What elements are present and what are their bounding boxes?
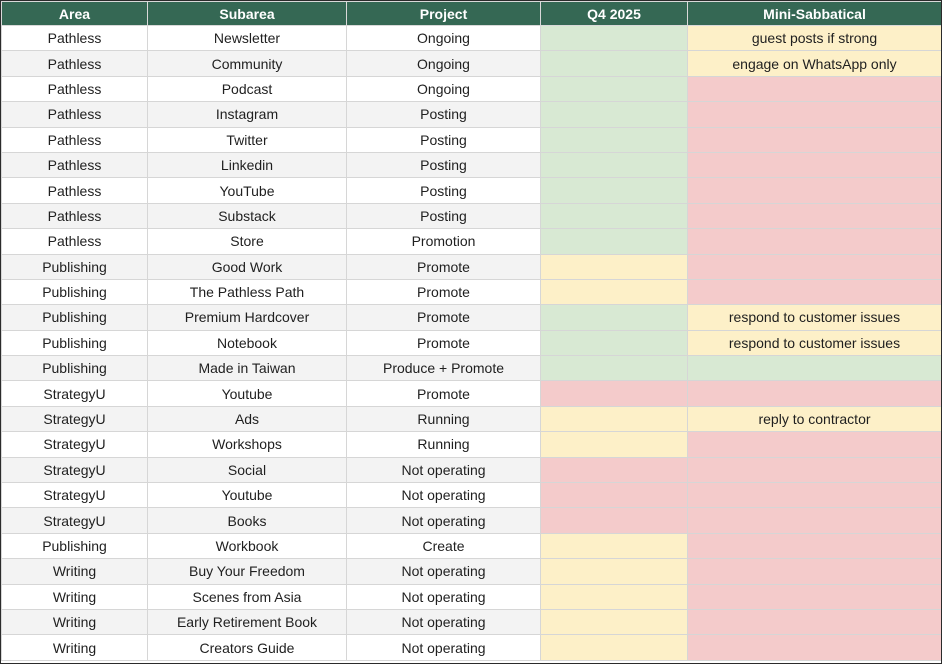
cell-subarea[interactable]: Books xyxy=(148,508,347,533)
table-row xyxy=(2,635,942,660)
table-row xyxy=(2,51,942,76)
cell-subarea[interactable]: Made in Taiwan xyxy=(148,356,347,381)
cell-subarea[interactable]: Linkedin xyxy=(148,152,347,177)
table-row xyxy=(2,279,942,304)
cell-area[interactable]: Publishing xyxy=(2,305,148,330)
cell-q4-2025-status[interactable] xyxy=(541,609,688,634)
cell-area[interactable]: StrategyU xyxy=(2,406,148,431)
cell-subarea[interactable]: Notebook xyxy=(148,330,347,355)
cell-area[interactable]: Publishing xyxy=(2,254,148,279)
cell-mini-sabbatical-status[interactable] xyxy=(688,483,942,508)
cell-area[interactable]: StrategyU xyxy=(2,432,148,457)
cell-subarea[interactable]: YouTube xyxy=(148,178,347,203)
cell-area[interactable]: Writing xyxy=(2,584,148,609)
cell-project[interactable]: Not operating xyxy=(347,635,541,660)
cell-q4-2025-status[interactable] xyxy=(541,356,688,381)
cell-mini-sabbatical-status[interactable] xyxy=(688,533,942,558)
column-header-q4-2025[interactable]: Q4 2025 xyxy=(541,2,688,26)
cell-area[interactable]: Writing xyxy=(2,609,148,634)
table-row xyxy=(2,609,942,634)
cell-subarea[interactable]: Early Retirement Book xyxy=(148,609,347,634)
cell-project[interactable]: Ongoing xyxy=(347,26,541,51)
column-header-mini-sabbatical[interactable]: Mini-Sabbatical xyxy=(688,2,942,26)
cell-area[interactable]: StrategyU xyxy=(2,508,148,533)
cell-area[interactable]: Publishing xyxy=(2,279,148,304)
cell-q4-2025-status[interactable] xyxy=(541,483,688,508)
cell-q4-2025-status[interactable] xyxy=(541,559,688,584)
cell-project[interactable]: Not operating xyxy=(347,483,541,508)
cell-mini-sabbatical-status[interactable]: respond to customer issues xyxy=(688,305,942,330)
cell-project[interactable]: Posting xyxy=(347,203,541,228)
cell-q4-2025-status[interactable] xyxy=(541,381,688,406)
cell-q4-2025-status[interactable] xyxy=(541,635,688,660)
cell-project[interactable]: Not operating xyxy=(347,609,541,634)
cell-subarea[interactable]: Youtube xyxy=(148,483,347,508)
cell-mini-sabbatical-status[interactable] xyxy=(688,127,942,152)
cell-q4-2025-status[interactable] xyxy=(541,127,688,152)
cell-subarea[interactable]: Social xyxy=(148,457,347,482)
cell-project[interactable]: Running xyxy=(347,432,541,457)
cell-area[interactable]: Pathless xyxy=(2,178,148,203)
table-row xyxy=(2,102,942,127)
cell-area[interactable]: Pathless xyxy=(2,127,148,152)
table-row xyxy=(2,584,942,609)
cell-mini-sabbatical-status[interactable] xyxy=(688,584,942,609)
cell-mini-sabbatical-status[interactable] xyxy=(688,457,942,482)
table-row xyxy=(2,305,942,330)
cell-project[interactable]: Create xyxy=(347,533,541,558)
cell-project[interactable]: Promotion xyxy=(347,229,541,254)
table-row xyxy=(2,381,942,406)
cell-area[interactable]: Pathless xyxy=(2,51,148,76)
cell-subarea[interactable]: Community xyxy=(148,51,347,76)
cell-mini-sabbatical-status[interactable] xyxy=(688,229,942,254)
cell-q4-2025-status[interactable] xyxy=(541,254,688,279)
cell-area[interactable]: Pathless xyxy=(2,152,148,177)
cell-mini-sabbatical-status[interactable]: respond to customer issues xyxy=(688,330,942,355)
cell-area[interactable]: Pathless xyxy=(2,76,148,101)
cell-q4-2025-status[interactable] xyxy=(541,102,688,127)
cell-project[interactable]: Promote xyxy=(347,279,541,304)
cell-project[interactable]: Ongoing xyxy=(347,76,541,101)
cell-q4-2025-status[interactable] xyxy=(541,533,688,558)
cell-project[interactable]: Produce + Promote xyxy=(347,356,541,381)
cell-mini-sabbatical-status[interactable] xyxy=(688,178,942,203)
cell-area[interactable]: Publishing xyxy=(2,356,148,381)
cell-project[interactable]: Promote xyxy=(347,330,541,355)
cell-area[interactable]: StrategyU xyxy=(2,483,148,508)
cell-area[interactable]: Publishing xyxy=(2,330,148,355)
status-table xyxy=(1,1,942,661)
cell-q4-2025-status[interactable] xyxy=(541,406,688,431)
cell-area[interactable]: Pathless xyxy=(2,102,148,127)
table-row xyxy=(2,26,942,51)
cell-mini-sabbatical-status[interactable] xyxy=(688,254,942,279)
cell-q4-2025-status[interactable] xyxy=(541,203,688,228)
cell-area[interactable]: StrategyU xyxy=(2,381,148,406)
cell-subarea[interactable]: Ads xyxy=(148,406,347,431)
cell-area[interactable]: Pathless xyxy=(2,26,148,51)
cell-subarea[interactable]: Scenes from Asia xyxy=(148,584,347,609)
column-header-project[interactable]: Project xyxy=(347,2,541,26)
cell-subarea[interactable]: Good Work xyxy=(148,254,347,279)
cell-area[interactable]: StrategyU xyxy=(2,457,148,482)
cell-q4-2025-status[interactable] xyxy=(541,26,688,51)
cell-q4-2025-status[interactable] xyxy=(541,457,688,482)
cell-mini-sabbatical-status[interactable] xyxy=(688,102,942,127)
cell-q4-2025-status[interactable] xyxy=(541,305,688,330)
cell-project[interactable]: Posting xyxy=(347,152,541,177)
cell-mini-sabbatical-status[interactable] xyxy=(688,432,942,457)
table-row xyxy=(2,178,942,203)
table-row xyxy=(2,406,942,431)
cell-project[interactable]: Posting xyxy=(347,102,541,127)
cell-q4-2025-status[interactable] xyxy=(541,508,688,533)
table-row xyxy=(2,508,942,533)
cell-project[interactable]: Not operating xyxy=(347,584,541,609)
cell-q4-2025-status[interactable] xyxy=(541,51,688,76)
cell-area[interactable]: Pathless xyxy=(2,229,148,254)
cell-subarea[interactable]: Substack xyxy=(148,203,347,228)
cell-q4-2025-status[interactable] xyxy=(541,152,688,177)
cell-mini-sabbatical-status[interactable] xyxy=(688,609,942,634)
cell-project[interactable]: Posting xyxy=(347,127,541,152)
cell-subarea[interactable]: Workbook xyxy=(148,533,347,558)
cell-area[interactable]: Writing xyxy=(2,635,148,660)
cell-subarea[interactable]: Premium Hardcover xyxy=(148,305,347,330)
table-row xyxy=(2,254,942,279)
cell-project[interactable]: Posting xyxy=(347,178,541,203)
cell-project[interactable]: Not operating xyxy=(347,457,541,482)
cell-subarea[interactable]: Creators Guide xyxy=(148,635,347,660)
cell-mini-sabbatical-status[interactable] xyxy=(688,203,942,228)
cell-area[interactable]: Writing xyxy=(2,559,148,584)
cell-mini-sabbatical-status[interactable] xyxy=(688,559,942,584)
cell-subarea[interactable]: Store xyxy=(148,229,347,254)
cell-area[interactable]: Pathless xyxy=(2,203,148,228)
cell-q4-2025-status[interactable] xyxy=(541,432,688,457)
cell-project[interactable]: Promote xyxy=(347,254,541,279)
cell-project[interactable]: Promote xyxy=(347,381,541,406)
table-row xyxy=(2,203,942,228)
cell-mini-sabbatical-status[interactable] xyxy=(688,279,942,304)
table-row xyxy=(2,432,942,457)
cell-mini-sabbatical-status[interactable] xyxy=(688,152,942,177)
cell-subarea[interactable]: Twitter xyxy=(148,127,347,152)
cell-mini-sabbatical-status[interactable] xyxy=(688,381,942,406)
cell-project[interactable]: Not operating xyxy=(347,559,541,584)
table-row xyxy=(2,559,942,584)
table-row xyxy=(2,330,942,355)
cell-q4-2025-status[interactable] xyxy=(541,76,688,101)
column-header-subarea[interactable]: Subarea xyxy=(148,2,347,26)
cell-project[interactable]: Ongoing xyxy=(347,51,541,76)
cell-subarea[interactable]: The Pathless Path xyxy=(148,279,347,304)
cell-area[interactable]: Publishing xyxy=(2,533,148,558)
table-row xyxy=(2,356,942,381)
cell-mini-sabbatical-status[interactable] xyxy=(688,76,942,101)
cell-subarea[interactable]: Buy Your Freedom xyxy=(148,559,347,584)
cell-subarea[interactable]: Newsletter xyxy=(148,26,347,51)
cell-mini-sabbatical-status[interactable]: engage on WhatsApp only xyxy=(688,51,942,76)
cell-subarea[interactable]: Podcast xyxy=(148,76,347,101)
table-row xyxy=(2,76,942,101)
table-row xyxy=(2,229,942,254)
table-row xyxy=(2,457,942,482)
column-header-area[interactable]: Area xyxy=(2,2,148,26)
cell-mini-sabbatical-status[interactable] xyxy=(688,635,942,660)
table-row xyxy=(2,533,942,558)
cell-q4-2025-status[interactable] xyxy=(541,584,688,609)
cell-q4-2025-status[interactable] xyxy=(541,279,688,304)
cell-project[interactable]: Running xyxy=(347,406,541,431)
cell-mini-sabbatical-status[interactable] xyxy=(688,508,942,533)
cell-q4-2025-status[interactable] xyxy=(541,229,688,254)
table-row xyxy=(2,152,942,177)
cell-q4-2025-status[interactable] xyxy=(541,330,688,355)
cell-mini-sabbatical-status[interactable] xyxy=(688,356,942,381)
cell-mini-sabbatical-status[interactable]: reply to contractor xyxy=(688,406,942,431)
cell-project[interactable]: Not operating xyxy=(347,508,541,533)
table-body xyxy=(2,26,942,661)
table-row xyxy=(2,127,942,152)
cell-subarea[interactable]: Instagram xyxy=(148,102,347,127)
cell-mini-sabbatical-status[interactable]: guest posts if strong xyxy=(688,26,942,51)
cell-subarea[interactable]: Youtube xyxy=(148,381,347,406)
cell-subarea[interactable]: Workshops xyxy=(148,432,347,457)
header-row xyxy=(2,2,942,26)
table-row xyxy=(2,483,942,508)
cell-project[interactable]: Promote xyxy=(347,305,541,330)
cell-q4-2025-status[interactable] xyxy=(541,178,688,203)
